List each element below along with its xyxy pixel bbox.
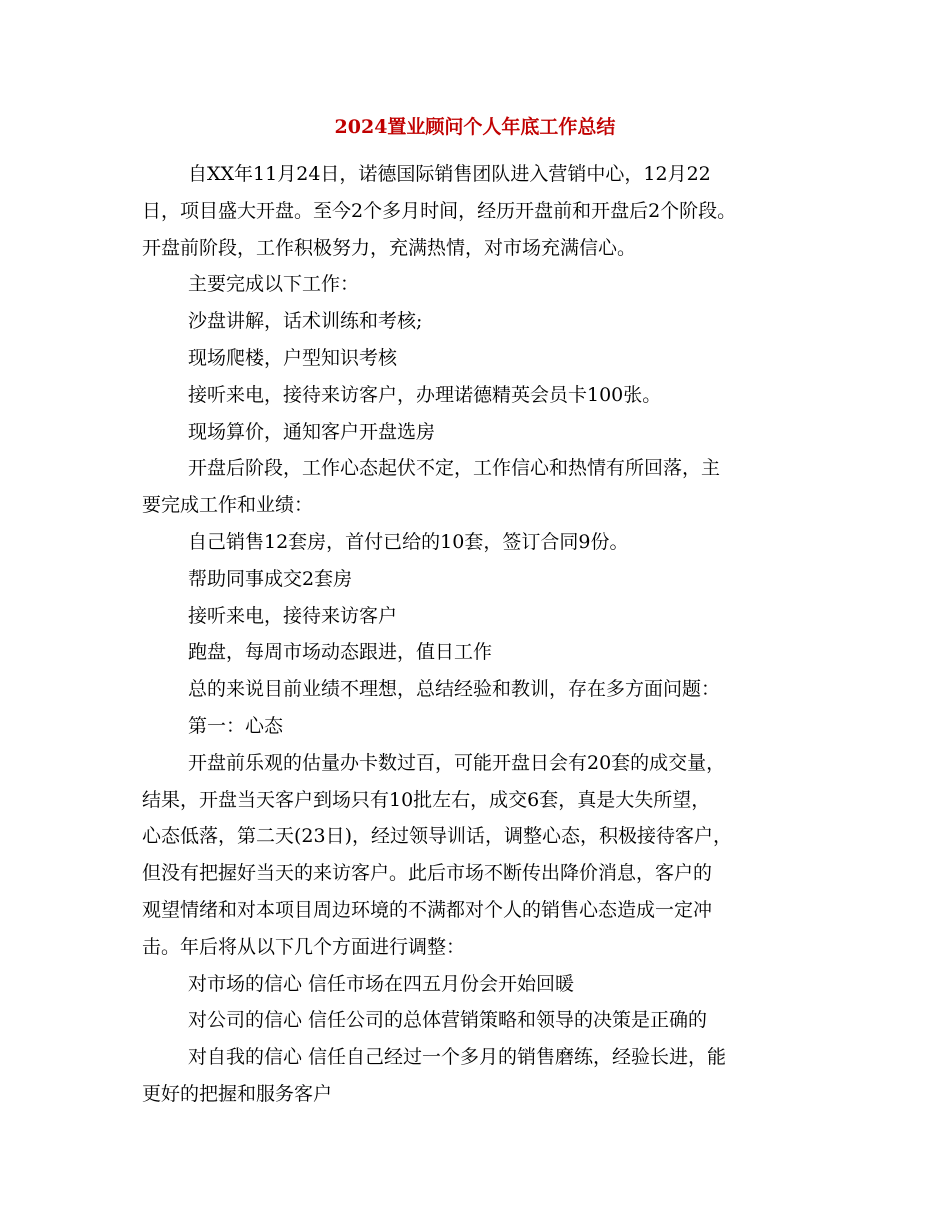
paragraph [142,598,822,635]
paragraph-line: 更好的把握和服务客户 [142,1082,333,1105]
paragraph-line: 但没有把握好当天的来访客户。此后市场不断传出降价消息，客户的 [142,862,713,885]
paragraph-line: 沙盘讲解，话术训练和考核; [188,310,423,333]
document-body [142,156,822,1113]
paragraph-line: 结果，开盘当天客户到场只有10批左右，成交6套，真是大失所望， [142,788,711,811]
paragraph [142,156,822,266]
paragraph [142,414,822,451]
paragraph-line: 自XX年11月24日，诺德国际销售团队进入营销中心，12月22 [188,163,711,185]
paragraph [142,966,822,1003]
paragraph-line: 帮助同事成交2套房 [188,567,353,590]
document-title: 2024置业顾问个人年底工作总结 [334,116,616,138]
paragraph [142,450,822,524]
paragraph-line: 现场爬楼，户型知识考核 [188,346,398,369]
paragraph-line: 开盘前乐观的估量办卡数过百，可能开盘日会有20套的成交量， [188,751,726,774]
paragraph-line: 开盘前阶段，工作积极努力，充满热情，对市场充满信心。 [142,236,637,259]
paragraph-line: 总的来说目前业绩不理想，总结经验和教训，存在多方面问题： [188,678,721,701]
paragraph-line: 第一：心态 [188,714,284,737]
paragraph [142,561,822,598]
paragraph-line: 跑盘，每周市场动态跟进，值日工作 [188,641,493,664]
paragraph [142,708,822,745]
paragraph-line: 接听来电，接待来访客户 [188,604,398,627]
paragraph [142,303,822,340]
paragraph-line: 对公司的信心 信任公司的总体营销策略和领导的决策是正确的 [188,1009,708,1032]
paragraph-line: 接听来电，接待来访客户，办理诺德精英会员卡100张。 [188,383,662,406]
paragraph-line: 主要完成以下工作： [188,273,360,296]
paragraph [142,634,822,671]
paragraph [142,1039,822,1113]
paragraph-line: 观望情绪和对本项目周边环境的不满都对个人的销售心态造成一定冲 [142,898,713,921]
paragraph-line: 对市场的信心 信任市场在四五月份会开始回暖 [188,972,575,995]
paragraph [142,671,822,708]
paragraph-line: 日，项目盛大开盘。至今2个多月时间，经历开盘前和开盘后2个阶段。 [142,199,737,222]
paragraph-line: 击。年后将从以下几个方面进行调整： [142,935,466,958]
paragraph-line: 对自我的信心 信任自己经过一个多月的销售磨练，经验长进，能 [188,1046,727,1069]
paragraph-line: 自己销售12套房，首付已给的10套，签订合同9份。 [188,530,629,553]
paragraph [142,745,822,966]
paragraph [142,340,822,377]
paragraph [142,1002,822,1039]
paragraph [142,524,822,561]
paragraph [142,266,822,303]
paragraph [142,377,822,414]
paragraph-line: 开盘后阶段，工作心态起伏不定，工作信心和热情有所回落，主 [188,457,721,480]
paragraph-line: 要完成工作和业绩： [142,494,314,517]
paragraph-line: 心态低落，第二天(23日)，经过领导训话，调整心态，积极接待客户， [142,825,733,848]
paragraph-line: 现场算价，通知客户开盘选房 [188,420,436,443]
